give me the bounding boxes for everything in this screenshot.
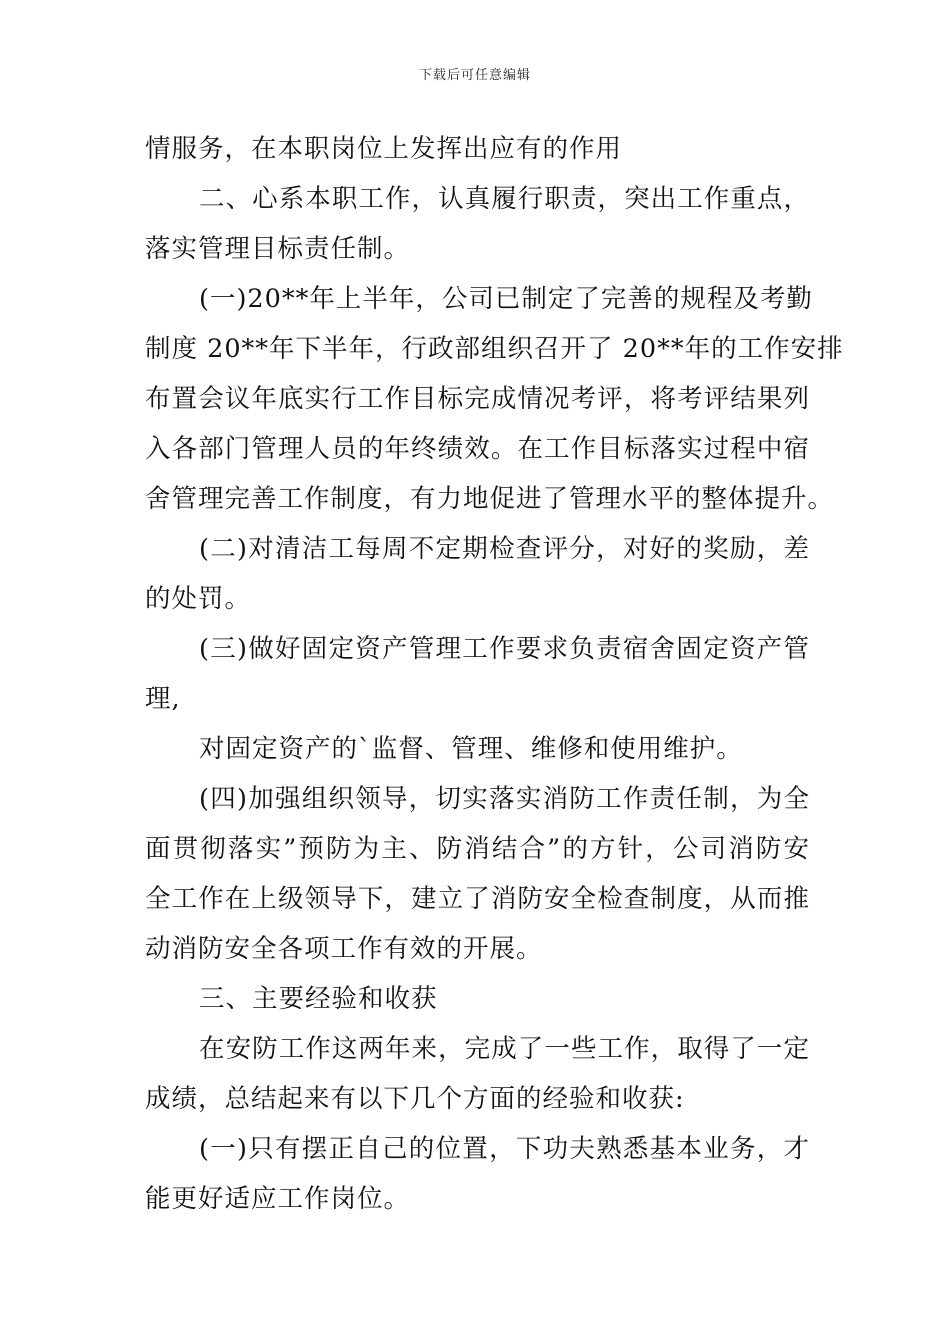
paragraph-start-line: 对固定资产的`监督、管理、维修和使用维护。 (199, 734, 743, 764)
text-line: 落实管理目标责任制。 (145, 234, 411, 264)
document-body (145, 124, 844, 1224)
text-line: 舍管理完善工作制度，有力地促进了管理水平的整体提升。 (145, 484, 835, 514)
text-line: 面贯彻落实”预防为主、防消结合”的方针，公司消防安 (145, 834, 810, 864)
text-line: 理, (145, 684, 181, 714)
text-line: 成绩，总结起来有以下几个方面的经验和收获: (145, 1084, 685, 1114)
section-heading-line: 三、主要经验和收获 (199, 984, 438, 1014)
paragraph-start-line: (一)20**年上半年，公司已制定了完善的规程及考勤 (199, 284, 813, 314)
text-line: 布置会议年底实行工作目标完成情况考评，将考评结果列 (145, 384, 810, 414)
text-line: 的处罚。 (145, 584, 252, 614)
paragraph-start-line: 在安防工作这两年来，完成了一些工作，取得了一定 (199, 1034, 810, 1064)
text-line: 情服务，在本职岗位上发挥出应有的作用 (145, 134, 623, 164)
text-line: 入各部门管理人员的年终绩效。在工作目标落实过程中宿 (145, 434, 810, 464)
paragraph-start-line: (一)只有摆正自己的位置，下功夫熟悉基本业务，才 (199, 1134, 810, 1164)
page-header-note: 下载后可任意编辑 (418, 68, 531, 83)
text-line: 能更好适应工作岗位。 (145, 1184, 411, 1214)
text-line: 动消防安全各项工作有效的开展。 (145, 934, 543, 964)
paragraph-start-line: (三)做好固定资产管理工作要求负责宿舍固定资产管 (199, 634, 810, 664)
paragraph-start-line: (二)对清洁工每周不定期检查评分，对好的奖励，差 (199, 534, 810, 564)
text-line: 全工作在上级领导下，建立了消防安全检查制度，从而推 (145, 884, 810, 914)
section-heading-line: 二、心系本职工作，认真履行职责，突出工作重点， (199, 184, 810, 214)
text-line: 制度 20**年下半年，行政部组织召开了 20**年的工作安排 (145, 334, 844, 364)
paragraph-start-line: (四)加强组织领导，切实落实消防工作责任制，为全 (199, 784, 810, 814)
